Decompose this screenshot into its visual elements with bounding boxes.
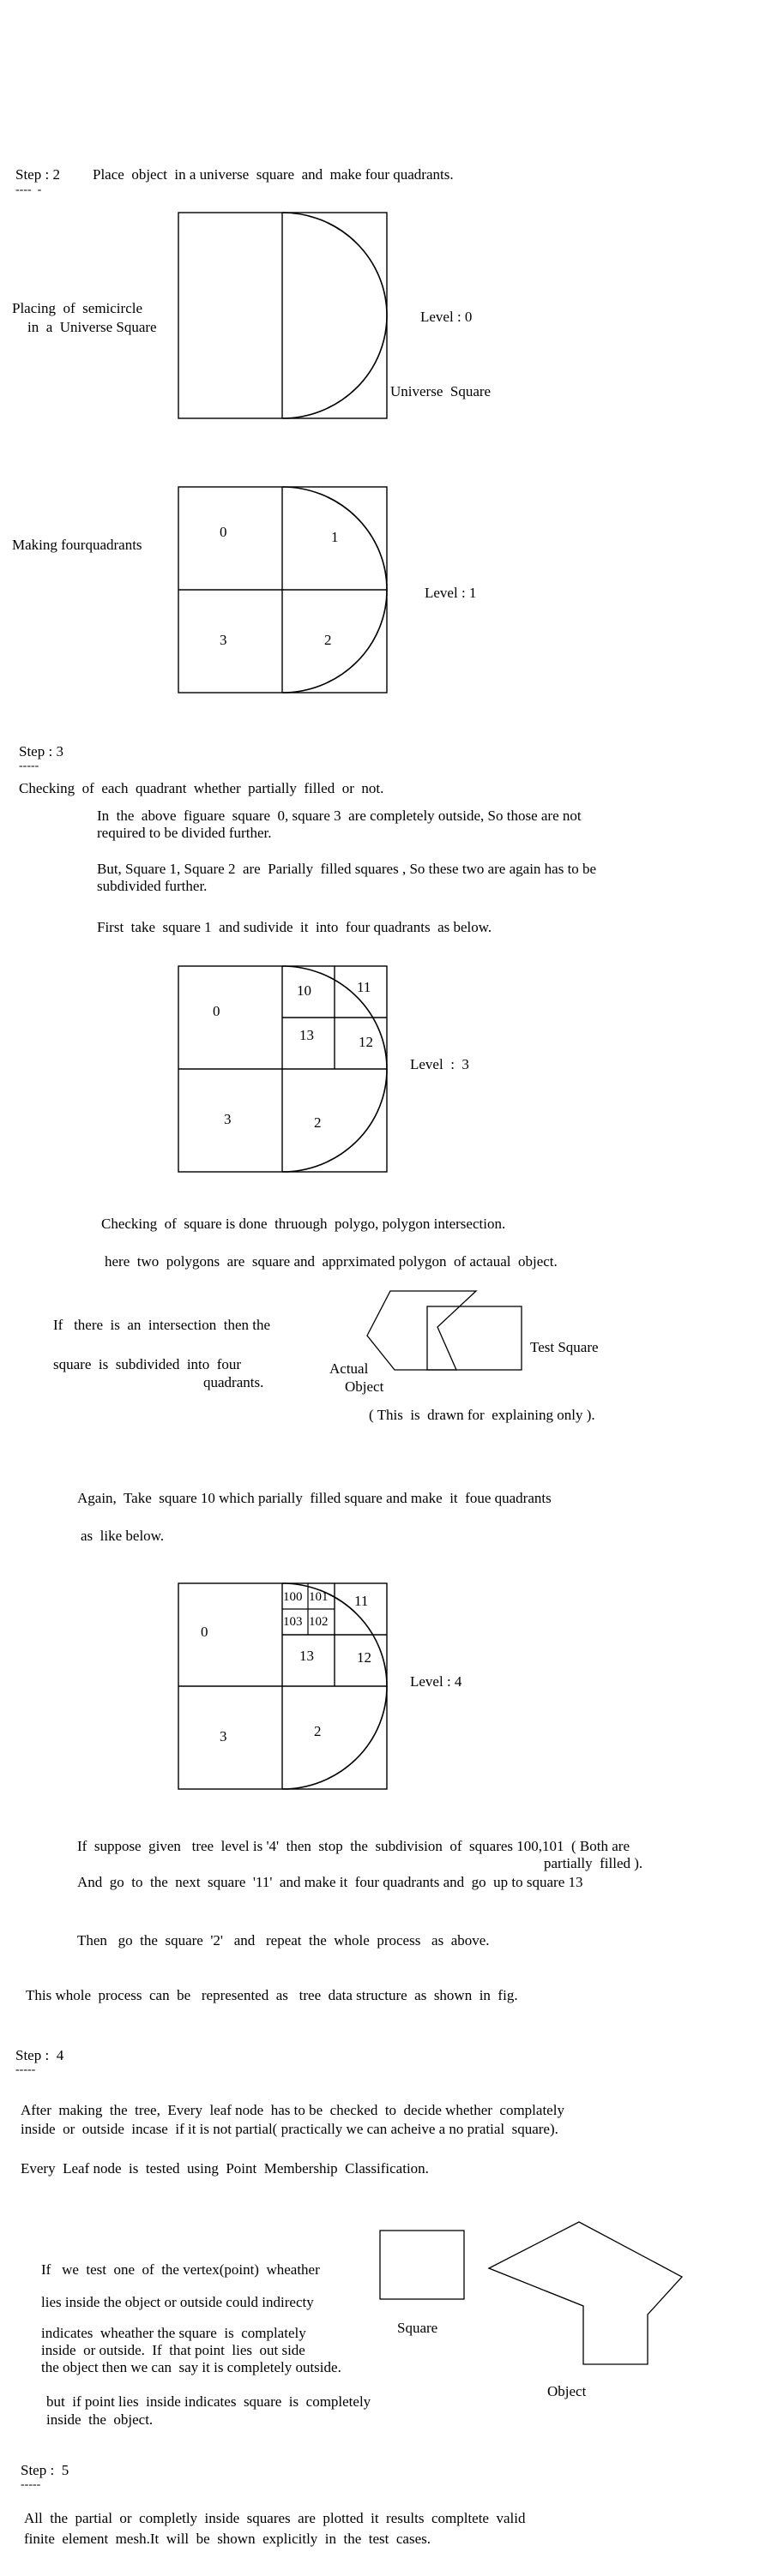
four-quadrants-figure — [177, 485, 391, 696]
pmc-object-shape — [489, 2222, 682, 2364]
fig4-q102: 102 — [309, 1615, 329, 1629]
pmc-object-label: Object — [547, 2383, 587, 2399]
actual-object-shape — [367, 1291, 476, 1370]
fig1-universe-label: Universe Square — [390, 383, 492, 399]
fig4-q100: 100 — [283, 1590, 303, 1604]
step3-p3: First take square 1 and sudivide it into four quadrants as below. — [97, 919, 492, 935]
fig1-left-label-1: Placing of semicircle — [12, 300, 143, 316]
step3-p2-line1: But, Square 1, Square 2 are Parially filled squares , So these two are again has to be — [97, 861, 597, 877]
step3-inter-line1: If there is an intersection then the — [53, 1317, 271, 1333]
fig2-q3: 3 — [220, 632, 227, 648]
fig4-q101: 101 — [309, 1590, 329, 1604]
step3-p2-line2: subdivided further. — [97, 878, 208, 894]
step4-underline: ----- — [15, 2063, 36, 2076]
actual-object-label-1: Actual — [329, 1360, 369, 1377]
fig4-q103: 103 — [283, 1615, 303, 1629]
step4-pmc-line5: the object then we can say it is completely outside. — [41, 2359, 341, 2375]
step4-heading: Step : 4 — [15, 2047, 64, 2063]
fig4-level: Level : 4 — [410, 1673, 462, 1690]
step3-then-line: Then go the square '2' and repeat the whole process as above. — [77, 1932, 490, 1949]
step3-p1-line1: In the above figuare square 0, square 3 are completely outside, So those are not — [97, 808, 582, 824]
step3-checking: Checking of each quadrant whether partially filled or not. — [19, 780, 384, 796]
fig4-q2: 2 — [314, 1723, 322, 1739]
fig3-q11: 11 — [357, 979, 371, 995]
step2-underline: ---- - — [15, 183, 42, 196]
fig1-level: Level : 0 — [420, 309, 473, 325]
fig2-level: Level : 1 — [425, 585, 477, 601]
test-square-label: Test Square — [530, 1339, 599, 1355]
step5-line2: finite element mesh.It will be shown explicitly in the test cases. — [24, 2531, 431, 2547]
step3-again-line1: Again, Take square 10 which parially filled square and make it foue quadrants — [77, 1490, 552, 1506]
step5-underline: ----- — [21, 2478, 41, 2491]
step3-check-line1: Checking of square is done thruough polygo, polygon intersection. — [101, 1216, 506, 1232]
pmc-square-shape — [380, 2231, 464, 2299]
step4-after-line1: After making the tree, Every leaf node has to be checked to decide whether complately — [21, 2102, 564, 2118]
universe-square-figure — [177, 211, 391, 422]
step3-heading: Step : 3 — [19, 743, 63, 760]
pmc-square-label: Square — [397, 2320, 438, 2336]
step2-text: Place object in a universe square and make four quadrants. — [93, 166, 454, 183]
step4-pmc-line4: inside or outside. If that point lies out side — [41, 2342, 305, 2358]
step3-underline: ----- — [19, 760, 39, 772]
step4-after-line2: inside or outside incase if it is not partial( practically we can acheive a no pratial square). — [21, 2121, 558, 2137]
test-square-shape — [427, 1306, 522, 1370]
drawn-note: ( This is drawn for explaining only ). — [369, 1407, 595, 1423]
step4-pmc-line3: indicates wheather the square is complately — [41, 2325, 306, 2341]
step5-line1: All the partial or completly inside squares are plotted it results compltete valid — [24, 2510, 526, 2526]
fig2-q0: 0 — [220, 524, 227, 540]
fig4-q13: 13 — [299, 1648, 314, 1664]
actual-object-label-2: Object — [345, 1378, 384, 1395]
step3-check-line2: here two polygons are square and apprximated polygon of actaual object. — [105, 1253, 558, 1270]
step3-tree-line: This whole process can be represented as tree data structure as shown in fig. — [26, 1987, 518, 2003]
step4-every-line: Every Leaf node is tested using Point Membership Classification. — [21, 2160, 429, 2177]
level3-figure — [177, 964, 391, 1175]
step3-suppose-line1: If suppose given tree level is '4' then stop the subdivision of squares 100,101 ( Both are — [77, 1838, 630, 1854]
fig3-q3: 3 — [224, 1111, 232, 1127]
step5-heading: Step : 5 — [21, 2462, 69, 2478]
fig3-q10: 10 — [297, 982, 311, 999]
fig3-level: Level : 3 — [410, 1056, 469, 1072]
step4-pmc-line6: but if point lies inside indicates square is completely — [46, 2393, 371, 2410]
pmc-figure — [377, 2220, 755, 2392]
fig2-q2: 2 — [324, 632, 332, 648]
level4-figure — [177, 1582, 391, 1792]
fig3-q0: 0 — [213, 1003, 220, 1019]
step3-suppose-line3: And go to the next square '11' and make it four quadrants and go up to square 13 — [77, 1874, 583, 1890]
fig2-left-label: Making fourquadrants — [12, 537, 142, 553]
step3-inter-line2: square is subdivided into four — [53, 1356, 242, 1372]
step2-heading: Step : 2 — [15, 166, 60, 183]
step4-pmc-line2: lies inside the object or outside could indirecty — [41, 2294, 314, 2310]
fig4-q0: 0 — [201, 1624, 208, 1640]
step4-pmc-line1: If we test one of the vertex(point) wheather — [41, 2261, 320, 2278]
step3-again-line2: as like below. — [81, 1528, 165, 1544]
step4-pmc-line7: inside the object. — [46, 2411, 154, 2428]
fig4-q12: 12 — [357, 1649, 371, 1666]
fig3-q13: 13 — [299, 1027, 314, 1043]
fig4-q3: 3 — [220, 1728, 227, 1744]
fig4-q11: 11 — [354, 1593, 369, 1609]
step3-p1-line2: required to be divided further. — [97, 825, 272, 841]
intersection-figure — [360, 1284, 532, 1387]
step3-suppose-line2: partially filled ). — [544, 1855, 643, 1871]
fig3-q12: 12 — [359, 1034, 373, 1050]
step3-inter-line3: quadrants. — [203, 1374, 264, 1390]
fig2-q1: 1 — [331, 529, 339, 545]
fig1-left-label-2: in a Universe Square — [27, 319, 157, 335]
fig3-q2: 2 — [314, 1114, 322, 1131]
